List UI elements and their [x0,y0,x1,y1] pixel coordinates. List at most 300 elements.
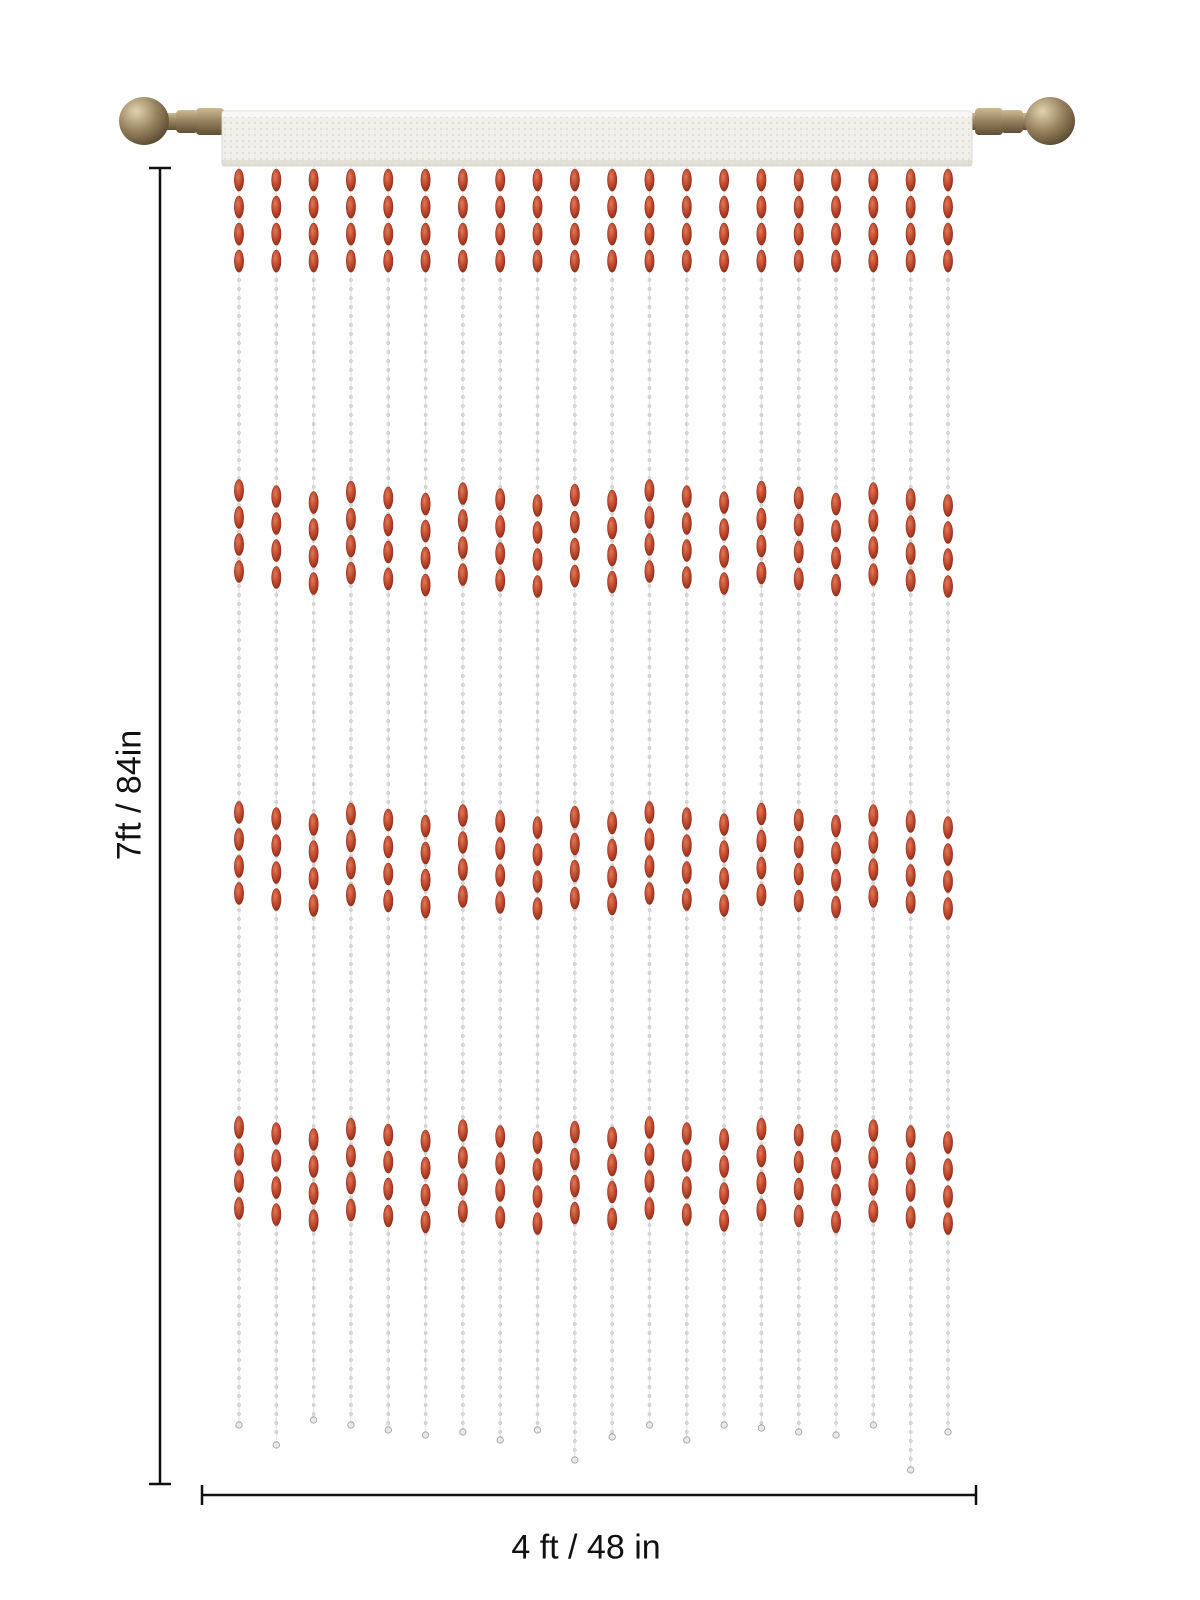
red-bead [869,564,878,586]
red-bead [608,169,617,191]
red-bead [645,856,654,878]
red-bead [757,223,766,245]
red-bead [831,169,840,191]
red-bead [346,481,355,503]
bead-strand [906,166,915,1473]
red-bead [645,250,654,272]
end-bead [758,1425,764,1431]
red-bead [458,510,467,532]
red-bead [346,169,355,191]
end-bead [497,1437,503,1443]
red-bead [496,811,505,833]
red-bead [421,869,430,891]
end-bead [310,1417,316,1423]
red-bead [384,487,393,509]
red-bead [384,568,393,590]
red-bead [720,196,729,218]
red-bead [533,844,542,866]
red-bead [309,814,318,836]
red-bead [831,1184,840,1206]
red-bead [906,1207,915,1229]
red-bead [570,860,579,882]
red-bead [533,223,542,245]
end-bead [907,1467,913,1473]
red-bead [608,839,617,861]
red-bead [234,196,243,218]
red-bead [309,250,318,272]
red-bead [570,538,579,560]
red-bead [458,886,467,908]
red-bead [794,1205,803,1227]
red-bead [906,489,915,511]
red-bead [645,802,654,824]
red-bead [496,892,505,914]
red-bead [906,570,915,592]
red-bead [346,1172,355,1194]
red-bead [906,196,915,218]
red-bead [570,887,579,909]
red-bead [831,1157,840,1179]
red-bead [943,1159,952,1181]
red-bead [831,196,840,218]
end-bead [236,1422,242,1428]
red-bead [234,534,243,556]
red-bead [458,832,467,854]
red-bead [682,889,691,911]
red-bead [272,889,281,911]
red-bead [533,817,542,839]
red-bead [720,1129,729,1151]
red-bead [533,522,542,544]
red-bead [794,863,803,885]
red-bead [831,250,840,272]
red-bead [682,1123,691,1145]
red-bead [831,493,840,515]
red-bead [496,489,505,511]
red-bead [384,863,393,885]
bead-strand [720,166,729,1428]
red-bead [272,835,281,857]
red-bead [682,540,691,562]
end-bead [348,1422,354,1428]
red-bead [309,223,318,245]
red-bead [645,480,654,502]
red-bead [608,893,617,915]
red-bead [234,250,243,272]
red-bead [384,1205,393,1227]
red-bead [496,1207,505,1229]
red-bead [720,1183,729,1205]
bead-strand [421,166,430,1438]
bead-strand [384,166,393,1433]
red-bead [645,829,654,851]
red-bead [346,562,355,584]
red-bead [458,805,467,827]
red-bead [421,250,430,272]
end-bead [273,1442,279,1448]
red-bead [645,534,654,556]
red-bead [533,495,542,517]
red-bead [421,547,430,569]
red-bead [346,223,355,245]
end-bead [534,1427,540,1433]
red-bead [720,169,729,191]
red-bead [421,1211,430,1233]
red-bead [570,511,579,533]
red-bead [869,859,878,881]
red-bead [943,817,952,839]
red-bead [682,1177,691,1199]
red-bead [720,223,729,245]
red-bead [458,483,467,505]
red-bead [234,561,243,583]
red-bead [831,574,840,596]
red-bead [309,519,318,541]
bead-strand [234,166,243,1428]
red-bead [794,223,803,245]
red-bead [272,223,281,245]
red-bead [794,169,803,191]
red-bead [458,564,467,586]
red-bead [570,169,579,191]
red-bead [421,896,430,918]
red-bead [309,492,318,514]
red-bead [757,1172,766,1194]
red-bead [608,250,617,272]
red-bead [831,547,840,569]
red-bead [682,835,691,857]
red-bead [272,862,281,884]
red-bead [869,483,878,505]
red-bead [272,1204,281,1226]
red-bead [533,1132,542,1154]
red-bead [869,250,878,272]
bead-strand [496,166,505,1443]
red-bead [608,1127,617,1149]
red-bead [346,250,355,272]
red-bead [720,250,729,272]
red-bead [384,169,393,191]
red-bead [608,1154,617,1176]
red-bead [570,1148,579,1170]
red-bead [869,832,878,854]
red-bead [682,196,691,218]
red-bead [570,1202,579,1224]
red-bead [720,546,729,568]
end-bead [460,1429,466,1435]
red-bead [570,1175,579,1197]
red-bead [496,865,505,887]
bead-strand [645,166,654,1428]
red-bead [234,883,243,905]
end-bead [609,1434,615,1440]
end-bead [833,1432,839,1438]
red-bead [645,169,654,191]
end-bead [572,1457,578,1463]
bead-strand [533,166,542,1433]
red-bead [309,169,318,191]
bead-strand [943,166,952,1435]
red-bead [421,520,430,542]
bead-strand [458,166,467,1435]
red-bead [384,541,393,563]
red-bead [943,223,952,245]
red-bead [906,516,915,538]
red-bead [234,507,243,529]
right-finial [975,97,1075,145]
red-bead [831,1130,840,1152]
red-bead [570,484,579,506]
end-bead [796,1429,802,1435]
bead-strand [309,166,318,1423]
red-bead [608,517,617,539]
red-bead [570,250,579,272]
red-bead [272,513,281,535]
red-bead [384,1124,393,1146]
red-bead [757,857,766,879]
red-bead [458,223,467,245]
red-bead [533,549,542,571]
red-bead [421,493,430,515]
red-bead [720,895,729,917]
red-bead [496,196,505,218]
red-bead [533,1186,542,1208]
red-bead [720,573,729,595]
red-bead [570,806,579,828]
red-bead [608,223,617,245]
red-bead [682,513,691,535]
red-bead [309,1129,318,1151]
red-bead [309,895,318,917]
red-bead [869,510,878,532]
end-bead [945,1429,951,1435]
red-bead [533,250,542,272]
red-bead [496,1180,505,1202]
red-bead [384,250,393,272]
red-bead [794,1151,803,1173]
red-bead [645,1117,654,1139]
red-bead [757,535,766,557]
bead-strand [608,166,617,1440]
red-bead [458,250,467,272]
red-bead [906,543,915,565]
red-bead [496,570,505,592]
red-bead [421,1184,430,1206]
bead-strand [272,166,281,1448]
end-bead [646,1422,652,1428]
red-bead [906,838,915,860]
red-bead [869,1147,878,1169]
red-bead [309,841,318,863]
red-bead [421,842,430,864]
red-bead [682,486,691,508]
red-bead [869,537,878,559]
red-bead [757,196,766,218]
red-bead [757,884,766,906]
curtain-header [222,111,972,166]
red-bead [906,892,915,914]
red-bead [421,815,430,837]
red-bead [943,1213,952,1235]
red-bead [309,546,318,568]
red-bead [943,169,952,191]
red-bead [570,565,579,587]
bead-strands [234,166,952,1473]
red-bead [720,1156,729,1178]
red-bead [384,1151,393,1173]
red-bead [869,1120,878,1142]
red-bead [794,250,803,272]
red-bead [496,223,505,245]
red-bead [346,535,355,557]
red-bead [794,541,803,563]
red-bead [421,169,430,191]
red-bead [906,865,915,887]
red-bead [682,862,691,884]
red-bead [608,490,617,512]
red-bead [346,830,355,852]
red-bead [757,1145,766,1167]
red-bead [943,576,952,598]
red-bead [943,871,952,893]
red-bead [645,507,654,529]
red-bead [384,890,393,912]
red-bead [794,514,803,536]
red-bead [496,169,505,191]
bead-strand [794,166,803,1435]
red-bead [943,1186,952,1208]
red-bead [831,896,840,918]
red-bead [869,1174,878,1196]
red-bead [346,1118,355,1140]
red-bead [272,169,281,191]
red-bead [943,1132,952,1154]
end-bead [422,1432,428,1438]
width-label: 4 ft / 48 in [511,1528,661,1567]
red-bead [943,844,952,866]
red-bead [346,857,355,879]
red-bead [496,838,505,860]
red-bead [272,540,281,562]
red-bead [757,830,766,852]
red-bead [757,169,766,191]
red-bead [682,250,691,272]
red-bead [608,866,617,888]
red-bead [496,1126,505,1148]
red-bead [458,1201,467,1223]
red-bead [309,868,318,890]
red-bead [720,814,729,836]
red-bead [831,1211,840,1233]
red-bead [272,196,281,218]
red-bead [421,196,430,218]
red-bead [720,519,729,541]
red-bead [421,574,430,596]
red-bead [384,196,393,218]
red-bead [309,196,318,218]
red-bead [570,223,579,245]
red-bead [533,1159,542,1181]
end-bead [684,1437,690,1443]
red-bead [720,841,729,863]
red-bead [570,196,579,218]
red-bead [831,815,840,837]
red-bead [234,480,243,502]
red-bead [458,169,467,191]
red-bead [906,250,915,272]
red-bead [720,1210,729,1232]
red-bead [794,487,803,509]
bead-strand [831,166,840,1438]
bead-strand [869,166,878,1428]
red-bead [943,196,952,218]
bead-strand [570,166,579,1463]
red-bead [682,808,691,830]
red-bead [645,561,654,583]
red-bead [458,1147,467,1169]
red-bead [757,562,766,584]
red-bead [533,1213,542,1235]
red-bead [682,169,691,191]
red-bead [608,1208,617,1230]
red-bead [794,196,803,218]
red-bead [943,898,952,920]
red-bead [458,859,467,881]
red-bead [906,1126,915,1148]
red-bead [458,1174,467,1196]
red-bead [533,169,542,191]
red-bead [869,223,878,245]
red-bead [384,223,393,245]
red-bead [496,516,505,538]
red-bead [272,250,281,272]
red-bead [869,1201,878,1223]
red-bead [272,1150,281,1172]
red-bead [272,486,281,508]
red-bead [645,1171,654,1193]
red-bead [906,1180,915,1202]
red-bead [757,250,766,272]
red-bead [608,1181,617,1203]
height-dimension-line [149,168,171,1484]
red-bead [309,1210,318,1232]
red-bead [421,1130,430,1152]
red-bead [869,169,878,191]
red-bead [943,250,952,272]
red-bead [794,890,803,912]
red-bead [645,1144,654,1166]
red-bead [384,1178,393,1200]
red-bead [346,884,355,906]
red-bead [496,1153,505,1175]
red-bead [645,196,654,218]
red-bead [757,803,766,825]
red-bead [309,1156,318,1178]
red-bead [234,802,243,824]
red-bead [234,1171,243,1193]
red-bead [234,169,243,191]
red-bead [645,223,654,245]
red-bead [272,1123,281,1145]
bead-strand [682,166,691,1443]
red-bead [682,223,691,245]
end-bead [721,1422,727,1428]
red-bead [720,492,729,514]
red-bead [943,522,952,544]
red-bead [831,869,840,891]
red-bead [234,1198,243,1220]
bead-strand [346,166,355,1428]
